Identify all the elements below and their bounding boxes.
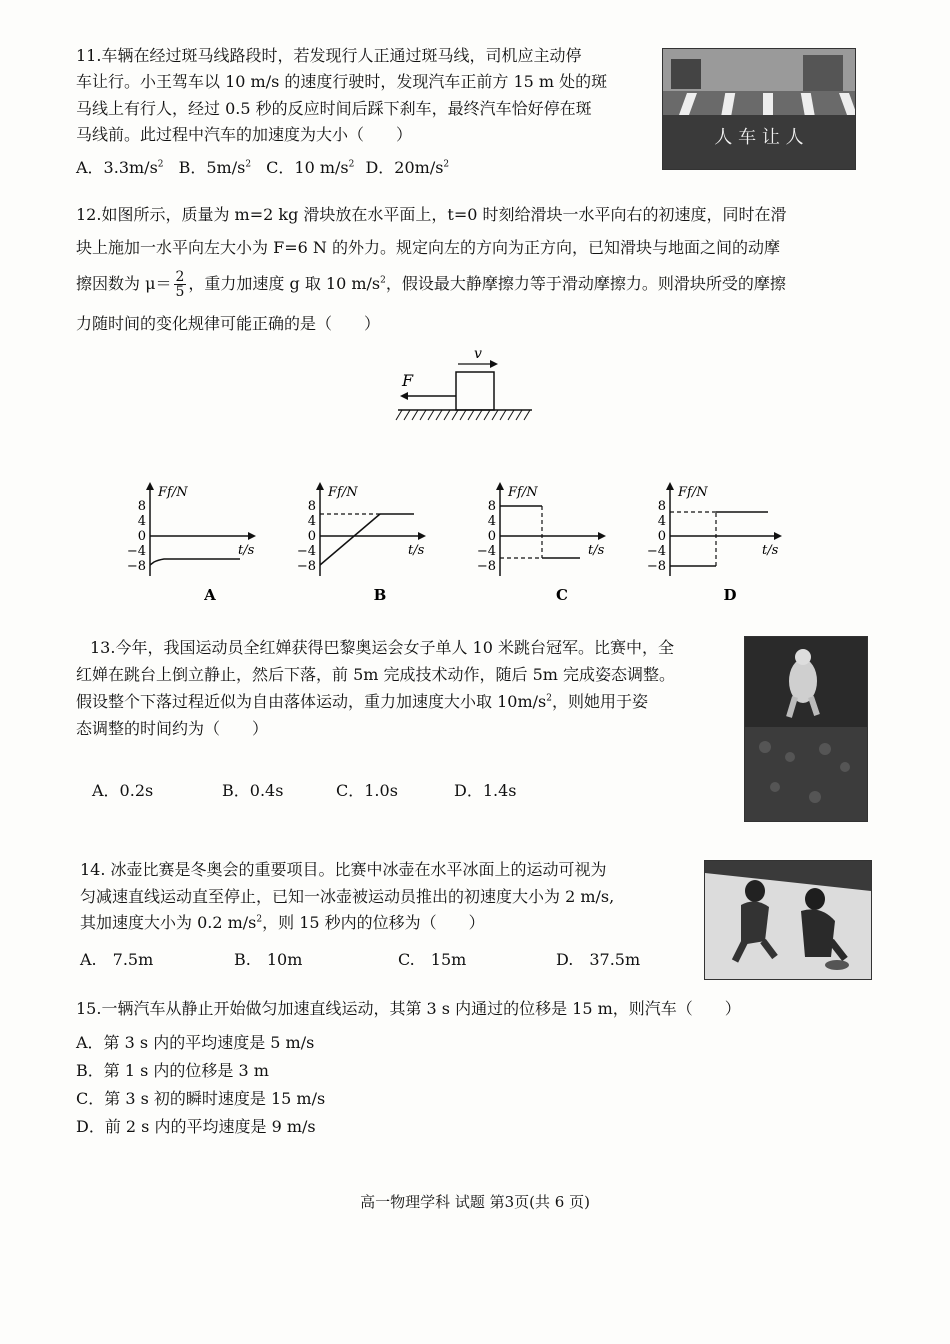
svg-text:−8: −8 — [476, 559, 496, 574]
graph-d-ylabel: Ff/N — [678, 485, 708, 500]
q11-line4: 马线前。此过程中汽车的加速度为大小（ ） — [76, 125, 413, 144]
graph-c-option: C — [556, 586, 568, 604]
q13-option-b: B．0.4s — [222, 781, 284, 800]
force-label: F — [402, 371, 414, 390]
crosswalk-road-text: 人 车 让 人 — [714, 127, 804, 148]
svg-text:0: 0 — [487, 529, 496, 544]
svg-text:8: 8 — [307, 499, 316, 514]
q15-line1: 15.一辆汽车从静止开始做匀加速直线运动，其第 3 s 内通过的位移是 15 m，则汽车（ ） — [76, 999, 741, 1018]
crosswalk-photo — [662, 48, 856, 170]
graph-b-ylabel: Ff/N — [328, 485, 358, 500]
q14-option-a: A. 7.5m — [80, 950, 154, 969]
q14-option-d: D. 37.5m — [556, 950, 641, 969]
svg-text:0: 0 — [307, 529, 316, 544]
slider-block — [456, 372, 494, 410]
q14-line1: 14. 冰壶比赛是冬奥会的重要项目。比赛中冰壶在水平冰面上的运动可视为 — [80, 860, 607, 879]
svg-text:8: 8 — [657, 499, 666, 514]
svg-text:−4: −4 — [646, 544, 666, 559]
q11-options: A．$3.3m/s^2$ B．$5m/s^2$ C．10 $m/s^2$ D．$20m/s^2$ — [76, 158, 450, 177]
graph-c-xlabel: t/s — [588, 543, 605, 558]
velocity-label: v — [474, 346, 482, 362]
svg-text:−4: −4 — [296, 544, 316, 559]
q12-line3: 擦因数为 μ＝ $\frac{2}{5}$ ，重力加速度 g 取 10 $m/s^2$，假设最大静摩擦力等于滑动摩擦力。则滑块所受的摩擦 — [76, 269, 786, 300]
q14-option-b: B. 10m — [234, 950, 303, 969]
graph-b-option: B — [373, 586, 387, 604]
q13-line2: 红婵在跳台上倒立静止，然后下落，前 5m 完成技术动作，随后 5m 完成姿态调整。 — [76, 665, 676, 684]
svg-text:−4: −4 — [476, 544, 496, 559]
q11-line1: 11.车辆在经过斑马线路段时，若发现行人正通过斑马线，司机应主动停 — [76, 46, 582, 65]
graph-c-ylabel: Ff/N — [508, 485, 538, 500]
graph-a — [120, 478, 260, 608]
graph-d-option: D — [723, 586, 737, 604]
q13-option-a: A．0.2s — [92, 781, 154, 800]
q11-option-c: C．10 m/s — [266, 158, 349, 177]
q13-line1: 13.今年，我国运动员全红婵获得巴黎奥运会女子单人 10 米跳台冠军。比赛中，全 — [90, 638, 674, 657]
q13-option-d: D．1.4s — [454, 781, 517, 800]
svg-text:8: 8 — [487, 499, 496, 514]
q14-option-c: C. 15m — [398, 950, 467, 969]
graph-a-option: A — [204, 586, 216, 604]
q14-line2: 匀减速直线运动直至停止，已知一冰壶被运动员推出的初速度大小为 2 m/s, — [80, 887, 615, 906]
svg-text:4: 4 — [657, 514, 666, 529]
graph-a-ylabel: Ff/N — [158, 485, 188, 500]
svg-text:0: 0 — [137, 529, 146, 544]
q15-option-b: B．第 1 s 内的位移是 3 m — [76, 1061, 269, 1080]
graph-b — [290, 478, 430, 608]
q12-line4: 力随时间的变化规律可能正确的是（ ） — [76, 314, 381, 333]
svg-text:0: 0 — [657, 529, 666, 544]
q13-line4: 态调整的时间约为（ ） — [76, 719, 269, 738]
q11-line2: 车让行。小王驾车以 10 m/s 的速度行驶时，发现汽车正前方 15 m 处的斑 — [76, 72, 608, 91]
svg-text:4: 4 — [137, 514, 146, 529]
graph-d — [640, 478, 790, 608]
svg-text:4: 4 — [487, 514, 496, 529]
q13-line3: 假设整个下落过程近似为自由落体运动，重力加速度大小取 $10m/s^2$，则她用于姿 — [76, 692, 648, 711]
graph-a-xlabel: t/s — [238, 543, 255, 558]
q15-option-a: A．第 3 s 内的平均速度是 5 m/s — [76, 1033, 315, 1052]
q11-line3: 马线上有行人，经过 0.5 秒的反应时间后踩下刹车，最终汽车恰好停在斑 — [76, 99, 592, 118]
curling-photo — [704, 860, 872, 980]
mu-fraction: $\frac{2}{5}$ — [175, 269, 185, 300]
q15-option-c: C．第 3 s 初的瞬时速度是 15 m/s — [76, 1089, 326, 1108]
q11-option-b: B．5m/s — [178, 158, 246, 177]
graph-b-xlabel: t/s — [408, 543, 425, 558]
svg-text:4: 4 — [307, 514, 316, 529]
svg-text:8: 8 — [137, 499, 146, 514]
graph-b-curve — [320, 514, 380, 565]
q12-line2: 块上施加一水平向左大小为 F=6 N 的外力。规定向左的方向为正方向，已知滑块与地面之间的动摩 — [76, 238, 780, 257]
q11-option-a: A．3.3m/s — [76, 158, 158, 177]
page-footer: 高一物理学科 试题 第3页(共 6 页) — [360, 1193, 590, 1211]
svg-text:−8: −8 — [126, 559, 146, 574]
svg-text:−8: −8 — [296, 559, 316, 574]
graph-c — [470, 478, 610, 608]
block-diagram — [390, 340, 540, 426]
q12-line1: 12.如图所示，质量为 m=2 kg 滑块放在水平面上，t=0 时刻给滑块一水平向右的初速度，同时在滑 — [76, 205, 787, 224]
svg-text:−8: −8 — [646, 559, 666, 574]
diver-photo — [744, 636, 868, 822]
q13-option-c: C．1.0s — [336, 781, 398, 800]
q14-line3: 其加速度大小为 0.2 $m/s^2$，则 15 秒内的位移为（ ） — [80, 913, 485, 932]
graph-d-xlabel: t/s — [762, 543, 779, 558]
q11-option-d: D．20m/s — [365, 158, 444, 177]
q15-option-d: D．前 2 s 内的平均速度是 9 m/s — [76, 1117, 316, 1136]
graph-a-curve — [150, 559, 240, 565]
svg-text:−4: −4 — [126, 544, 146, 559]
